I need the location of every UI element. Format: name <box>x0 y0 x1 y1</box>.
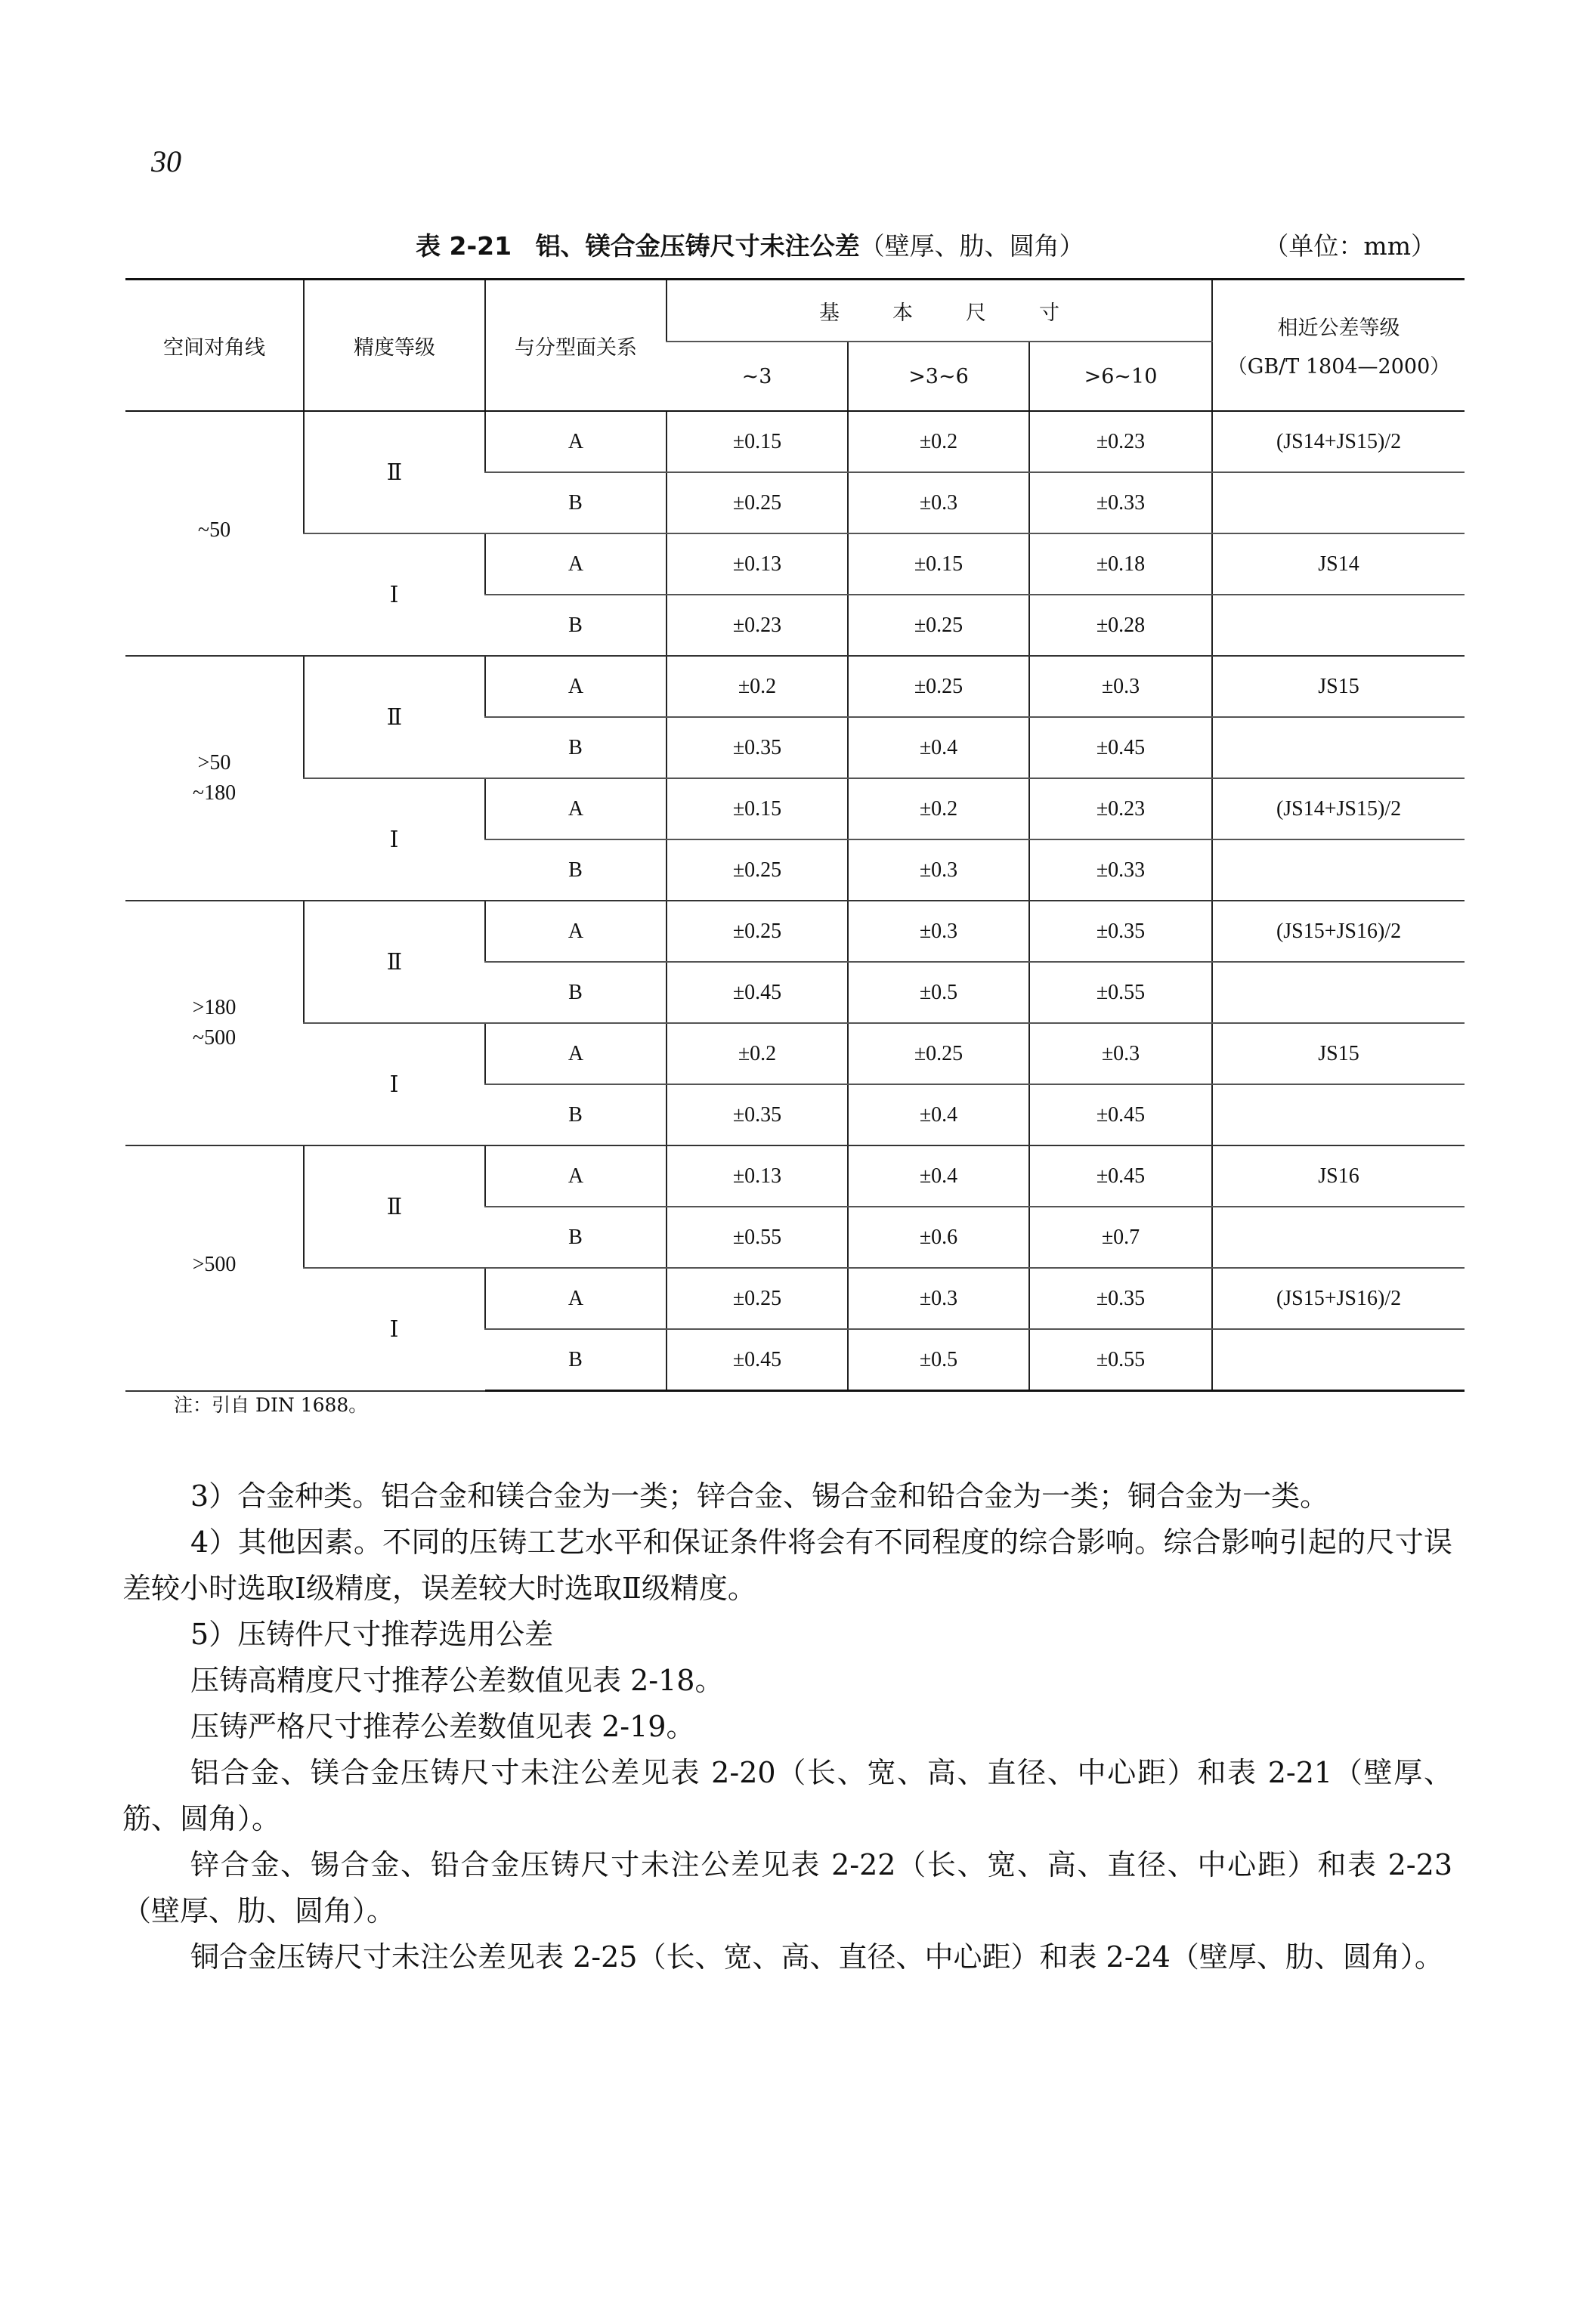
table-row <box>125 411 1465 472</box>
tolerance-cell-size-1: ±0.25 <box>667 472 848 533</box>
tolerance-cell-size-2: ±0.25 <box>848 656 1029 717</box>
precision-grade-cell: Ⅱ <box>304 411 485 533</box>
tolerance-cell-size-1: ±0.2 <box>667 1023 848 1084</box>
header-reference-line2: （GB/T 1804—2000） <box>1226 355 1451 379</box>
reference-grade-cell <box>1212 717 1465 778</box>
table-row <box>125 778 1465 839</box>
tolerance-cell-size-3: ±0.7 <box>1029 1207 1212 1268</box>
tolerance-cell-size-2: ±0.3 <box>848 901 1029 962</box>
reference-grade-cell <box>1212 1207 1465 1268</box>
tolerance-cell-size-1: ±0.25 <box>667 1268 848 1329</box>
tolerance-cell-size-3: ±0.18 <box>1029 533 1212 595</box>
tolerance-cell-size-1: ±0.2 <box>667 656 848 717</box>
table-row <box>125 1268 1465 1329</box>
body-text <box>122 1473 1452 1980</box>
precision-grade-cell: Ⅰ <box>304 778 485 901</box>
parting-relation-cell: B <box>485 1084 667 1145</box>
diagonal-range-line: ~50 <box>197 518 231 542</box>
precision-grade-cell: Ⅰ <box>304 1268 485 1391</box>
tolerance-cell-size-2: ±0.3 <box>848 839 1029 901</box>
diagonal-range-cell <box>125 656 304 901</box>
tolerance-cell-size-1: ±0.55 <box>667 1207 848 1268</box>
tolerance-cell-size-3: ±0.45 <box>1029 1084 1212 1145</box>
reference-grade-cell <box>1212 472 1465 533</box>
tolerance-cell-size-3: ±0.55 <box>1029 962 1212 1023</box>
header-size-range-3: >6~10 <box>1029 342 1212 411</box>
header-reference-line1: 相近公差等级 <box>1277 317 1400 340</box>
tolerance-cell-size-2: ±0.4 <box>848 717 1029 778</box>
tolerance-cell-size-2: ±0.6 <box>848 1207 1029 1268</box>
parting-relation-cell: B <box>485 1207 667 1268</box>
diagonal-range-cell <box>125 901 304 1145</box>
body-paragraph: 铝合金、镁合金压铸尺寸未注公差见表 2-20（长、宽、高、直径、中心距）和表 2-21（壁厚、筋、圆角）。 <box>122 1756 1452 1835</box>
table-row <box>125 1023 1465 1084</box>
table-row <box>125 533 1465 595</box>
diagonal-range-line: ~500 <box>192 1026 237 1050</box>
reference-grade-cell <box>1212 595 1465 656</box>
parting-relation-cell: A <box>485 1268 667 1329</box>
tolerance-cell-size-3: ±0.33 <box>1029 472 1212 533</box>
parting-relation-cell: B <box>485 1329 667 1391</box>
tolerance-cell-size-1: ±0.35 <box>667 1084 848 1145</box>
diagonal-range-line: >180 <box>192 996 237 1019</box>
tolerance-cell-size-1: ±0.25 <box>667 839 848 901</box>
tolerance-cell-size-2: ±0.4 <box>848 1084 1029 1145</box>
parting-relation-cell: A <box>485 778 667 839</box>
parting-relation-cell: A <box>485 533 667 595</box>
tolerance-cell-size-2: ±0.2 <box>848 778 1029 839</box>
tolerance-cell-size-3: ±0.45 <box>1029 1145 1212 1207</box>
tolerance-cell-size-2: ±0.25 <box>848 595 1029 656</box>
tolerance-cell-size-1: ±0.15 <box>667 778 848 839</box>
parting-relation-cell: B <box>485 717 667 778</box>
parting-relation-cell: A <box>485 1023 667 1084</box>
tolerance-cell-size-3: ±0.35 <box>1029 901 1212 962</box>
reference-grade-cell: JS16 <box>1212 1145 1465 1207</box>
body-paragraph: 铜合金压铸尺寸未注公差见表 2-25（长、宽、高、直径、中心距）和表 2-24（壁厚、肋、圆角）。 <box>190 1940 1443 1974</box>
table-caption <box>121 227 1466 272</box>
table-title-main: 铝、镁合金压铸尺寸未注公差 <box>535 231 860 261</box>
tolerance-cell-size-2: ±0.25 <box>848 1023 1029 1084</box>
tolerance-cell-size-2: ±0.3 <box>848 472 1029 533</box>
page-number: 30 <box>151 144 181 178</box>
table-body <box>125 411 1465 1391</box>
header-size-range-2: >3~6 <box>848 342 1029 411</box>
tolerance-cell-size-3: ±0.23 <box>1029 411 1212 472</box>
reference-grade-cell: JS15 <box>1212 656 1465 717</box>
header-grade: 精度等级 <box>304 280 485 412</box>
table-title <box>416 227 1084 262</box>
table-row <box>125 656 1465 717</box>
tolerance-cell-size-1: ±0.13 <box>667 533 848 595</box>
parting-relation-cell: A <box>485 1145 667 1207</box>
reference-grade-cell <box>1212 839 1465 901</box>
table-unit: （单位：mm） <box>1264 231 1436 261</box>
tolerance-cell-size-2: ±0.5 <box>848 1329 1029 1391</box>
body-paragraph: 锌合金、锡合金、铅合金压铸尺寸未注公差见表 2-22（长、宽、高、直径、中心距）和表 2-23（壁厚、肋、圆角）。 <box>122 1848 1452 1928</box>
tolerance-cell-size-3: ±0.45 <box>1029 717 1212 778</box>
diagonal-range-cell <box>125 411 304 656</box>
tolerance-cell-size-2: ±0.2 <box>848 411 1029 472</box>
tolerance-cell-size-1: ±0.23 <box>667 595 848 656</box>
parting-relation-cell: A <box>485 656 667 717</box>
tolerance-cell-size-2: ±0.4 <box>848 1145 1029 1207</box>
diagonal-range-cell <box>125 1145 304 1391</box>
tolerance-cell-size-3: ±0.33 <box>1029 839 1212 901</box>
diagonal-range-line: ~180 <box>192 781 237 805</box>
tolerance-cell-size-1: ±0.35 <box>667 717 848 778</box>
header-diagonal: 空间对角线 <box>125 280 304 412</box>
precision-grade-cell: Ⅱ <box>304 901 485 1023</box>
tolerance-cell-size-3: ±0.3 <box>1029 656 1212 717</box>
header-basic-size: 基本尺寸 <box>667 280 1212 342</box>
tolerance-cell-size-2: ±0.15 <box>848 533 1029 595</box>
tolerance-cell-size-1: ±0.13 <box>667 1145 848 1207</box>
parting-relation-cell: A <box>485 901 667 962</box>
tolerance-table <box>125 278 1465 1392</box>
table-title-sub: （壁厚、肋、圆角） <box>859 231 1084 261</box>
reference-grade-cell: (JS14+JS15)/2 <box>1212 411 1465 472</box>
reference-grade-cell <box>1212 1329 1465 1391</box>
precision-grade-cell: Ⅰ <box>304 533 485 656</box>
tolerance-cell-size-1: ±0.15 <box>667 411 848 472</box>
parting-relation-cell: B <box>485 962 667 1023</box>
body-paragraph: 压铸严格尺寸推荐公差数值见表 2-19。 <box>190 1710 695 1743</box>
table-row <box>125 1145 1465 1207</box>
parting-relation-cell: B <box>485 595 667 656</box>
table-note: 注：引自 DIN 1688。 <box>174 1394 368 1416</box>
body-paragraph: 压铸高精度尺寸推荐公差数值见表 2-18。 <box>190 1664 724 1697</box>
tolerance-cell-size-3: ±0.23 <box>1029 778 1212 839</box>
precision-grade-cell: Ⅱ <box>304 1145 485 1268</box>
header-parting-relation: 与分型面关系 <box>485 280 667 412</box>
reference-grade-cell <box>1212 962 1465 1023</box>
tolerance-cell-size-3: ±0.28 <box>1029 595 1212 656</box>
parting-relation-cell: B <box>485 472 667 533</box>
reference-grade-cell: JS14 <box>1212 533 1465 595</box>
body-paragraph: 3）合金种类。铝合金和镁合金为一类；锌合金、锡合金和铅合金为一类；铜合金为一类。 <box>190 1479 1329 1513</box>
diagonal-range-line: >50 <box>197 751 231 774</box>
parting-relation-cell: A <box>485 411 667 472</box>
reference-grade-cell: (JS15+JS16)/2 <box>1212 1268 1465 1329</box>
table-number: 表 2-21 <box>416 231 512 261</box>
header-reference-grade <box>1212 280 1465 412</box>
tolerance-cell-size-1: ±0.45 <box>667 1329 848 1391</box>
body-paragraph: 5）压铸件尺寸推荐选用公差 <box>190 1618 554 1651</box>
reference-grade-cell: (JS14+JS15)/2 <box>1212 778 1465 839</box>
diagonal-range-line: >500 <box>192 1253 237 1277</box>
tolerance-cell-size-3: ±0.35 <box>1029 1268 1212 1329</box>
tolerance-cell-size-1: ±0.45 <box>667 962 848 1023</box>
precision-grade-cell: Ⅰ <box>304 1023 485 1145</box>
precision-grade-cell: Ⅱ <box>304 656 485 778</box>
reference-grade-cell: JS15 <box>1212 1023 1465 1084</box>
tolerance-cell-size-2: ±0.5 <box>848 962 1029 1023</box>
reference-grade-cell <box>1212 1084 1465 1145</box>
tolerance-cell-size-2: ±0.3 <box>848 1268 1029 1329</box>
tolerance-cell-size-1: ±0.25 <box>667 901 848 962</box>
reference-grade-cell: (JS15+JS16)/2 <box>1212 901 1465 962</box>
table-row <box>125 901 1465 962</box>
body-paragraph: 4）其他因素。不同的压铸工艺水平和保证条件将会有不同程度的综合影响。综合影响引起的尺寸误差较小时选取Ⅰ级精度，误差较大时选取Ⅱ级精度。 <box>122 1526 1452 1605</box>
header-size-range-1: ~3 <box>667 342 848 411</box>
tolerance-cell-size-3: ±0.55 <box>1029 1329 1212 1391</box>
parting-relation-cell: B <box>485 839 667 901</box>
tolerance-cell-size-3: ±0.3 <box>1029 1023 1212 1084</box>
